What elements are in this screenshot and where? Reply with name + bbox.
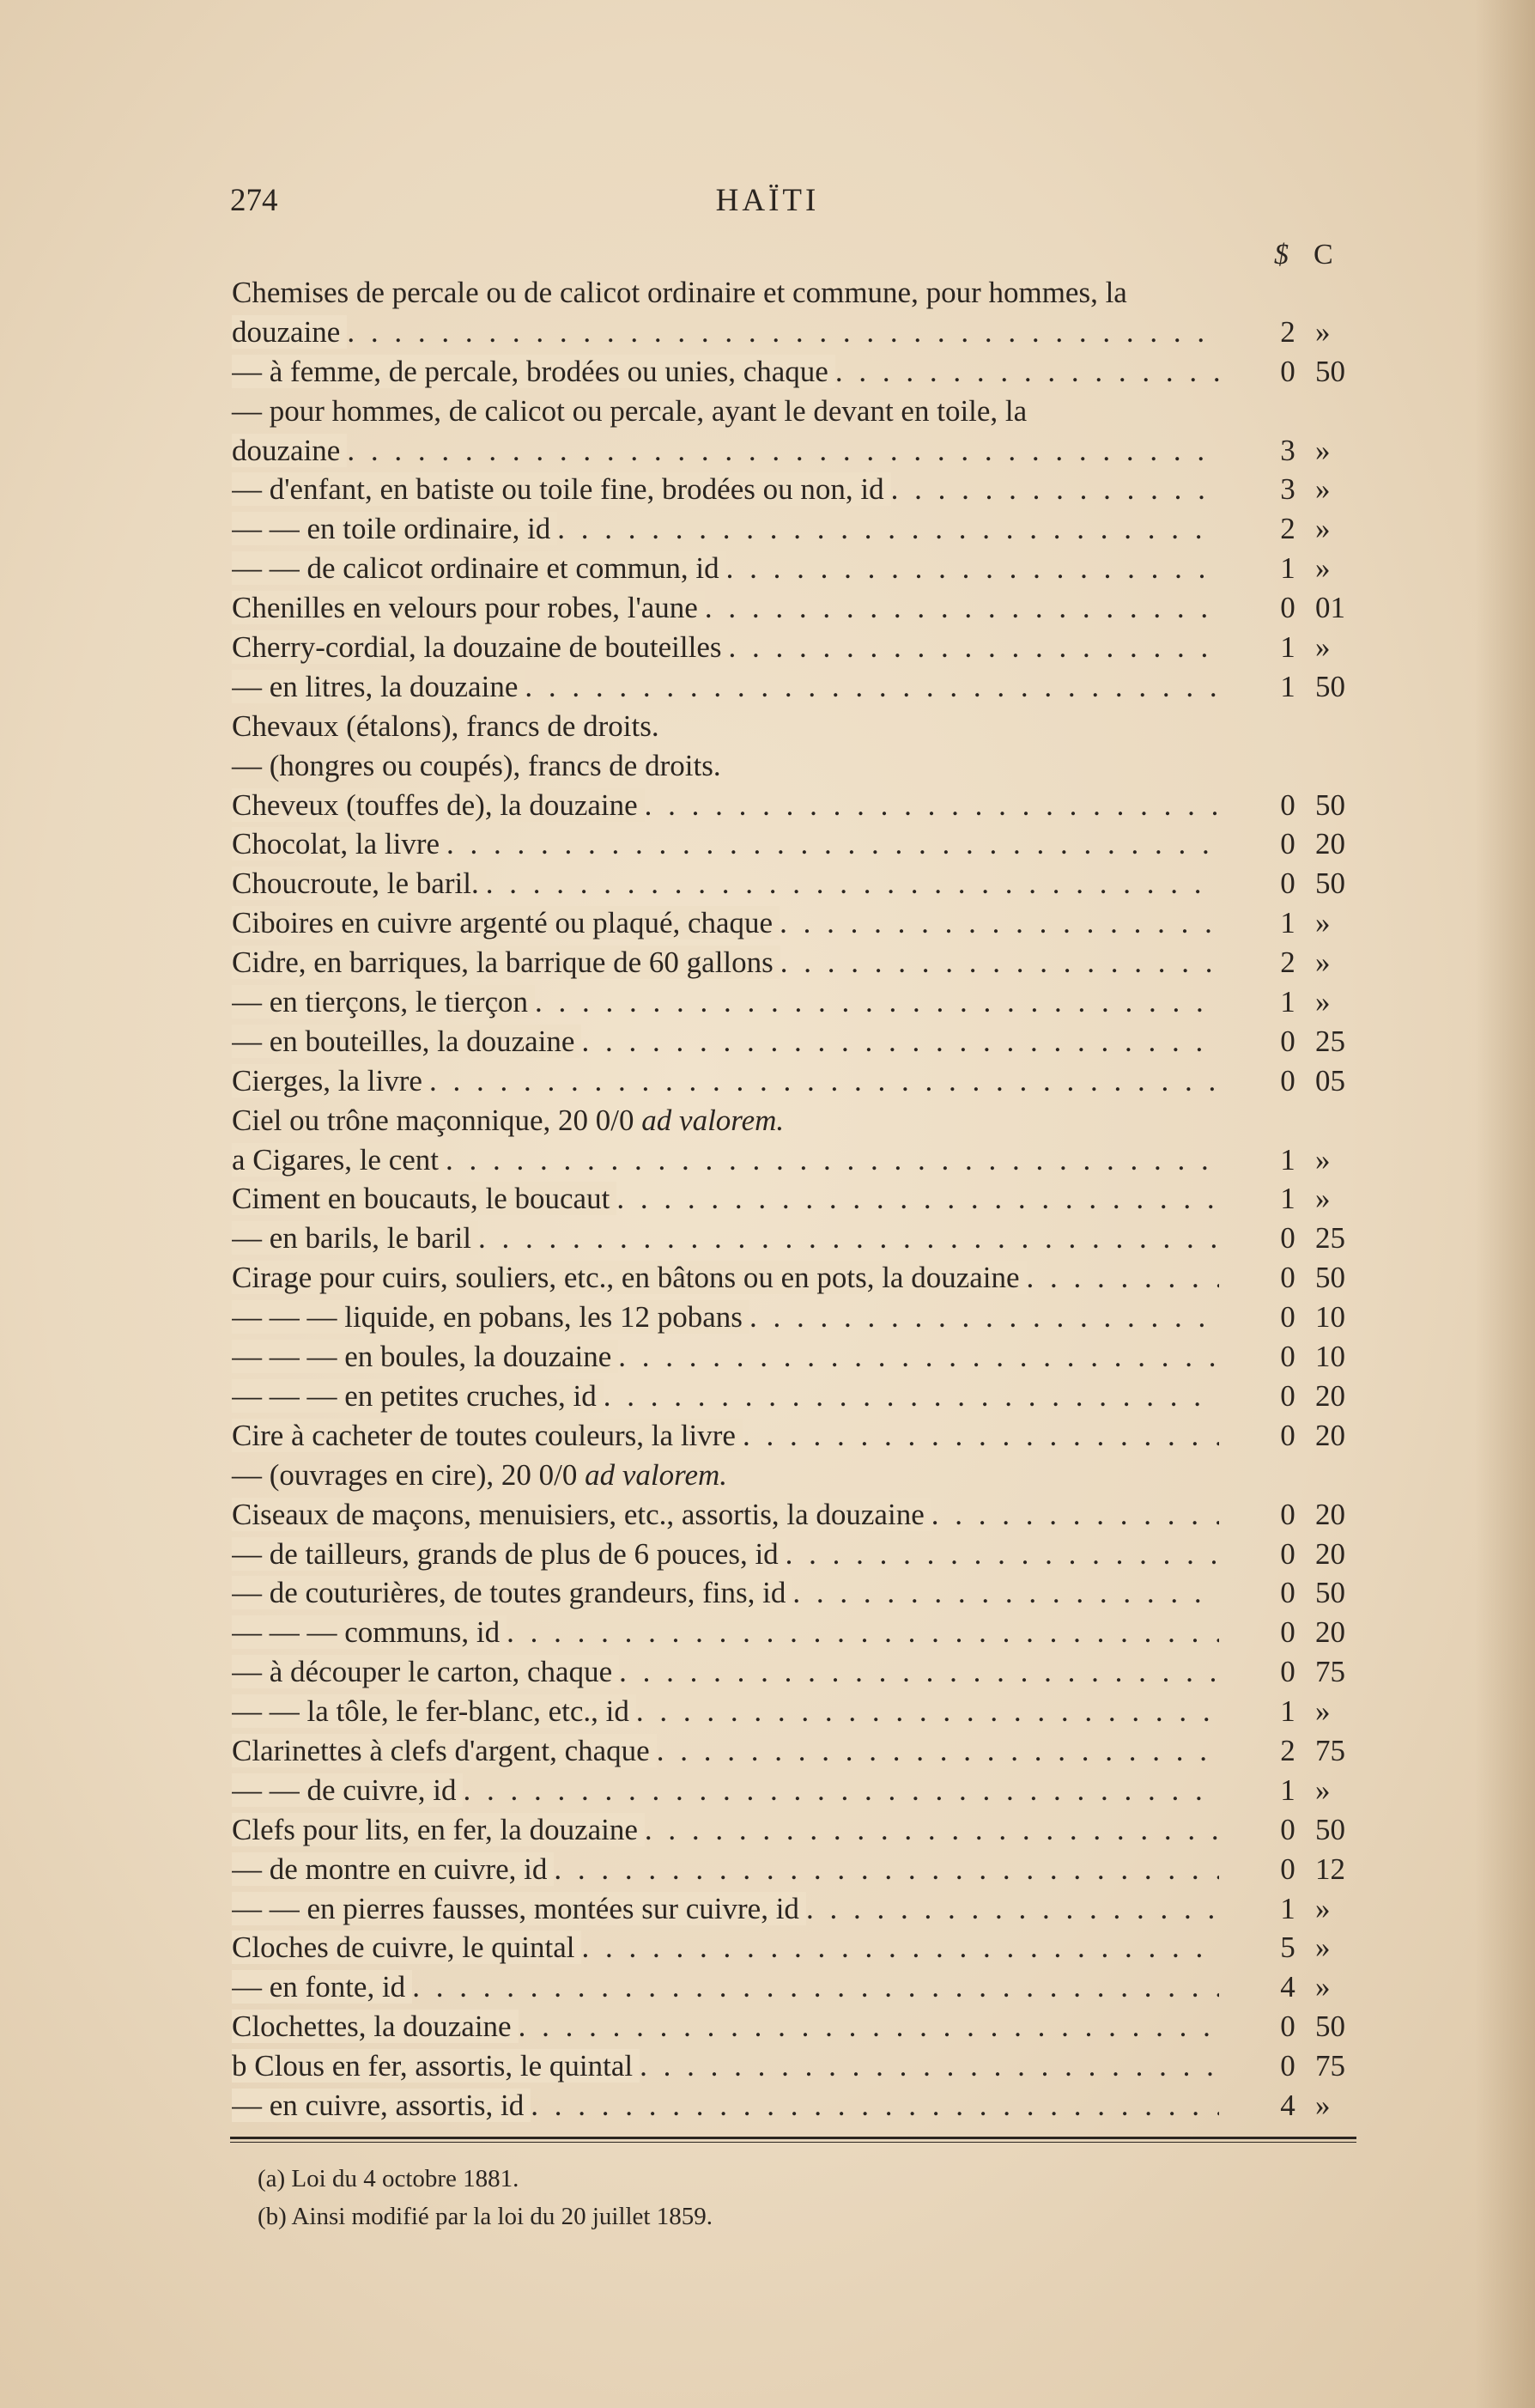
entry-cents: 20 — [1315, 827, 1345, 861]
entry-description — [232, 392, 1027, 431]
entry-piastres: 0 — [1280, 827, 1295, 861]
entry-piastres: 0 — [1280, 1852, 1295, 1886]
entry-piastres: 2 — [1280, 314, 1295, 349]
entry-label-area — [232, 1889, 1219, 1929]
entry-cents: 05 — [1315, 1063, 1345, 1098]
entry-piastres: 0 — [1280, 1497, 1295, 1531]
entry-text: Chemises de percale ou de calicot ordinaire et commune, pour hommes, la — [232, 276, 1127, 309]
entry-piastres: 4 — [1280, 2088, 1295, 2122]
entry-label-area — [232, 1850, 1219, 1889]
entry-piastres: 0 — [1280, 1655, 1295, 1689]
entry-text: — en bouteilles, la douzaine — [232, 1024, 575, 1058]
entry-label-area — [232, 2007, 1219, 2046]
entry-description — [232, 1340, 618, 1373]
entry-cents: » — [1315, 946, 1331, 980]
entry-description — [232, 1221, 478, 1255]
entry-label-area — [232, 667, 1219, 707]
tariff-entry — [232, 1889, 1356, 1929]
entry-cents: 20 — [1315, 1536, 1345, 1571]
tariff-entry — [232, 982, 1356, 1022]
tariff-entry — [232, 1810, 1356, 1850]
entry-piastres: 4 — [1280, 1970, 1295, 2004]
entry-text: douzaine — [232, 314, 341, 349]
entry-piastres: 1 — [1280, 985, 1295, 1019]
entry-cents: » — [1315, 1891, 1331, 1925]
entry-piastres: 0 — [1280, 1024, 1295, 1058]
entry-cents: » — [1315, 1182, 1331, 1216]
tariff-entry — [232, 1692, 1356, 1731]
entry-piastres: 0 — [1280, 2010, 1295, 2044]
entry-description — [232, 985, 535, 1019]
column-header-piastres: $ — [1274, 239, 1289, 271]
tariff-entry — [232, 431, 1356, 471]
entry-label-area — [232, 1967, 1219, 2007]
entry-cents: 50 — [1315, 2010, 1345, 2044]
tariff-entry — [232, 628, 1356, 667]
entry-cents: 50 — [1315, 867, 1345, 901]
entry-cents: 75 — [1315, 1655, 1345, 1689]
entry-text: — — — liquide, en pobans, les 12 pobans — [232, 1300, 743, 1335]
entry-piastres: 0 — [1280, 1615, 1295, 1650]
entry-description — [232, 551, 726, 585]
entry-label-area — [232, 1771, 1219, 1810]
entry-text: Cloches de cuivre, le quintal — [232, 1931, 575, 1965]
entry-label-area — [232, 1298, 1219, 1337]
entry-cents: 25 — [1315, 1024, 1345, 1058]
entry-cents: 25 — [1315, 1221, 1345, 1256]
entry-label-area — [232, 1140, 1219, 1180]
entry-text: — — en toile ordinaire, id — [232, 512, 551, 546]
entry-text: — de montre en cuivre, id — [232, 1852, 548, 1886]
entry-label-area — [232, 1692, 1219, 1731]
tariff-entry — [232, 1652, 1356, 1692]
entry-text: b Clous en fer, assortis, le quintal — [232, 2049, 634, 2083]
entry-label-area — [232, 588, 1219, 628]
entry-piastres: 1 — [1280, 1182, 1295, 1216]
entry-description — [232, 1419, 743, 1452]
entry-cents: 20 — [1315, 1497, 1345, 1531]
entry-text: — d'enfant, en batiste ou toile fine, brodées ou non, id — [232, 472, 884, 507]
entry-cents: » — [1315, 1142, 1331, 1177]
entry-text: a Cigares, le cent — [232, 1142, 440, 1177]
entry-label-area — [232, 431, 1219, 471]
tariff-entry — [232, 1219, 1356, 1258]
entry-label-area — [232, 1613, 1219, 1652]
entry-label-area — [232, 1061, 1219, 1101]
entry-description — [232, 788, 645, 822]
entry-description — [232, 746, 721, 786]
entry-piastres: 2 — [1280, 946, 1295, 980]
running-head-title: HAÏTI — [715, 183, 820, 218]
tariff-entry — [232, 824, 1356, 864]
entry-description — [232, 315, 347, 349]
tariff-entry — [232, 352, 1356, 392]
entry-text: Ciel ou trône maçonnique, 20 0/0 — [232, 1103, 642, 1137]
entry-description — [232, 1498, 931, 1531]
page-number: 274 — [230, 183, 278, 218]
entry-description — [232, 355, 835, 388]
entry-piastres: 1 — [1280, 1773, 1295, 1807]
entry-text: — — — communs, id — [232, 1615, 501, 1650]
entry-text: — en fonte, id — [232, 1970, 406, 2004]
tariff-entry — [232, 1022, 1356, 1061]
entry-description — [232, 1813, 645, 1846]
entry-piastres: 1 — [1280, 1142, 1295, 1177]
entry-piastres: 0 — [1280, 1261, 1295, 1295]
entry-text: — (ouvrages en cire), 20 0/0 — [232, 1457, 585, 1492]
entry-description — [232, 2089, 531, 2122]
tariff-entry — [232, 707, 1356, 746]
entry-cents: 50 — [1315, 1576, 1345, 1610]
entry-cents: » — [1315, 472, 1331, 507]
entry-piastres: 5 — [1280, 1931, 1295, 1965]
entry-text: — — en pierres fausses, montées sur cuivre, id — [232, 1891, 799, 1925]
entry-text: — en cuivre, assortis, id — [232, 2088, 525, 2122]
entry-cents: » — [1315, 433, 1331, 467]
tariff-entry — [232, 1101, 1356, 1140]
entry-label-area — [232, 1179, 1219, 1219]
entry-description — [232, 1892, 806, 1925]
tariff-entry — [232, 1337, 1356, 1377]
entry-piastres: 3 — [1280, 472, 1295, 507]
entry-cents: 01 — [1315, 591, 1345, 625]
entry-description — [232, 1615, 507, 1649]
entry-cents: 50 — [1315, 1261, 1345, 1295]
entry-description — [232, 1970, 412, 2004]
entry-description — [232, 1143, 446, 1177]
entry-label-area — [232, 864, 1219, 903]
entry-text: Cheveux (touffes de), la douzaine — [232, 787, 638, 822]
entry-text: douzaine — [232, 433, 341, 467]
entry-piastres: 1 — [1280, 630, 1295, 665]
entry-piastres: 0 — [1280, 1300, 1295, 1335]
entry-cents: » — [1315, 1931, 1331, 1965]
entry-cents: 10 — [1315, 1340, 1345, 1374]
tariff-entry — [232, 1495, 1356, 1535]
entry-piastres: 0 — [1280, 1340, 1295, 1374]
entry-text: Clarinettes à clefs d'argent, chaque — [232, 1733, 650, 1767]
entry-description — [232, 1655, 619, 1688]
entry-text: — (hongres ou coupés), francs de droits. — [232, 748, 721, 782]
entry-piastres: 3 — [1280, 433, 1295, 467]
tariff-entry — [232, 1416, 1356, 1456]
tariff-entry — [232, 1258, 1356, 1298]
entry-label-area — [232, 982, 1219, 1022]
entry-text: — à découper le carton, chaque — [232, 1655, 613, 1689]
entry-description — [232, 946, 780, 979]
tariff-entry — [232, 1771, 1356, 1810]
entry-text: — — — en boules, la douzaine — [232, 1340, 612, 1374]
entry-label-area — [232, 786, 1219, 825]
footnote-a: (a) Loi du 4 octobre 1881. — [258, 2165, 519, 2192]
entry-description — [232, 1931, 581, 1964]
tariff-entry — [232, 1377, 1356, 1416]
entry-cents: 50 — [1315, 1812, 1345, 1846]
entry-label-area — [232, 1377, 1219, 1416]
entry-label-area — [232, 2046, 1219, 2086]
entry-description — [232, 1064, 429, 1098]
tariff-entry — [232, 943, 1356, 982]
tariff-entry — [232, 2007, 1356, 2046]
tariff-entry — [232, 549, 1356, 588]
tariff-entry — [232, 1613, 1356, 1652]
entry-label-area — [232, 313, 1219, 352]
entry-label-area — [232, 1731, 1219, 1771]
footnote-rule-thin — [230, 2142, 1356, 2143]
entry-label-area — [232, 470, 1219, 509]
entry-description — [232, 867, 486, 900]
entry-text: Choucroute, le baril. — [232, 867, 479, 901]
entry-cents: 50 — [1315, 669, 1345, 703]
entry-piastres: 0 — [1280, 1063, 1295, 1098]
entry-cents: » — [1315, 985, 1331, 1019]
entry-piastres: 0 — [1280, 591, 1295, 625]
entry-label-area — [232, 1573, 1219, 1613]
entry-cents: 12 — [1315, 1852, 1345, 1886]
entry-text: — de tailleurs, grands de plus de 6 pouces, id — [232, 1536, 779, 1571]
entry-text: — — la tôle, le fer-blanc, etc., id — [232, 1694, 629, 1729]
entry-description — [232, 273, 1127, 313]
entry-cents: 10 — [1315, 1300, 1345, 1335]
entry-cents: 75 — [1315, 1733, 1345, 1767]
entry-description — [232, 1300, 749, 1334]
entry-label-area — [232, 1416, 1219, 1456]
tariff-entry — [232, 1535, 1356, 1574]
tariff-entry — [232, 470, 1356, 509]
entry-text: — — — en petites cruches, id — [232, 1378, 597, 1413]
tariff-entry — [232, 1140, 1356, 1180]
entry-text: Clefs pour lits, en fer, la douzaine — [232, 1812, 638, 1846]
entry-description — [232, 906, 780, 939]
entry-text: Cire à cacheter de toutes couleurs, la livre — [232, 1418, 736, 1452]
entry-description — [232, 1576, 792, 1609]
entry-label-area — [232, 1810, 1219, 1850]
tariff-entry — [232, 1061, 1356, 1101]
entry-label-area — [232, 1535, 1219, 1574]
entry-description — [232, 512, 557, 545]
entry-description — [232, 1261, 1027, 1294]
entry-description — [232, 2010, 519, 2043]
footnote-b: (b) Ainsi modifié par la loi du 20 juillet 1859. — [258, 2203, 713, 2230]
entry-description — [232, 1456, 727, 1495]
tariff-entry — [232, 1731, 1356, 1771]
entry-description — [232, 434, 347, 467]
entry-cents: 50 — [1315, 354, 1345, 388]
entry-text: Ciboires en cuivre argenté ou plaqué, chaque — [232, 906, 774, 940]
entry-text: — à femme, de percale, brodées ou unies, chaque — [232, 354, 828, 388]
entry-cents: 20 — [1315, 1615, 1345, 1650]
entry-piastres: 1 — [1280, 551, 1295, 586]
entry-text: Cierges, la livre — [232, 1063, 422, 1098]
footnote-rule — [230, 2137, 1356, 2139]
tariff-entry — [232, 786, 1356, 825]
entry-piastres: 0 — [1280, 1221, 1295, 1256]
entry-label-area — [232, 1337, 1219, 1377]
entry-description — [232, 1182, 616, 1215]
page-edge-shadow — [1475, 0, 1535, 2408]
entry-piastres: 0 — [1280, 354, 1295, 388]
entry-italic-tail: ad valorem. — [585, 1457, 728, 1492]
entry-label-area — [232, 903, 1219, 943]
entry-description — [232, 1734, 657, 1767]
entry-text: — — de cuivre, id — [232, 1773, 457, 1807]
tariff-entry — [232, 1850, 1356, 1889]
entry-piastres: 2 — [1280, 1733, 1295, 1767]
entry-label-area — [232, 1022, 1219, 1061]
entry-piastres: 1 — [1280, 1694, 1295, 1729]
entry-piastres: 0 — [1280, 1812, 1295, 1846]
tariff-entry — [232, 2086, 1356, 2125]
entry-text: Chenilles en velours pour robes, l'aune — [232, 591, 698, 625]
entry-piastres: 0 — [1280, 787, 1295, 822]
entry-text: — de couturières, de toutes grandeurs, fins, id — [232, 1576, 786, 1610]
entry-piastres: 0 — [1280, 867, 1295, 901]
entry-italic-tail: ad valorem. — [641, 1103, 785, 1137]
tariff-list — [232, 273, 1356, 2125]
entry-cents: » — [1315, 906, 1331, 940]
entry-cents: » — [1315, 1970, 1331, 2004]
entry-label-area — [232, 824, 1219, 864]
tariff-entry — [232, 1967, 1356, 2007]
entry-label-area — [232, 1495, 1219, 1535]
entry-description — [232, 1694, 636, 1728]
tariff-entry — [232, 509, 1356, 549]
tariff-entry — [232, 1298, 1356, 1337]
entry-description — [232, 1852, 554, 1886]
entry-piastres: 0 — [1280, 1536, 1295, 1571]
entry-description — [232, 1773, 463, 1807]
entry-text: Chevaux (étalons), francs de droits. — [232, 708, 659, 743]
entry-cents: 20 — [1315, 1418, 1345, 1452]
entry-text: — en litres, la douzaine — [232, 669, 519, 703]
column-header-cents: C — [1314, 239, 1333, 271]
entry-description — [232, 591, 705, 624]
entry-label-area — [232, 509, 1219, 549]
entry-text: — en barils, le baril — [232, 1221, 471, 1256]
entry-cents: 20 — [1315, 1378, 1345, 1413]
tariff-entry — [232, 1928, 1356, 1967]
entry-description — [232, 1537, 786, 1571]
entry-label-area — [232, 943, 1219, 982]
tariff-entry — [232, 313, 1356, 352]
entry-text: Cherry-cordial, la douzaine de bouteilles — [232, 630, 722, 665]
tariff-entry — [232, 746, 1356, 786]
entry-piastres: 1 — [1280, 1891, 1295, 1925]
entry-cents: » — [1315, 551, 1331, 586]
entry-label-area — [232, 1652, 1219, 1692]
entry-description — [232, 1025, 581, 1058]
tariff-entry — [232, 2046, 1356, 2086]
entry-text: — — de calicot ordinaire et commun, id — [232, 551, 719, 586]
entry-description — [232, 472, 891, 506]
entry-text: — pour hommes, de calicot ou percale, ayant le devant en toile, la — [232, 393, 1028, 428]
entry-label-area — [232, 2086, 1219, 2125]
entry-description — [232, 1101, 784, 1140]
tariff-entry — [232, 273, 1356, 313]
entry-cents: 50 — [1315, 787, 1345, 822]
entry-piastres: 0 — [1280, 2049, 1295, 2083]
entry-cents: » — [1315, 2088, 1331, 2122]
entry-description — [232, 827, 446, 860]
entry-cents: » — [1315, 314, 1331, 349]
entry-piastres: 0 — [1280, 1418, 1295, 1452]
tariff-entry — [232, 864, 1356, 903]
entry-description — [232, 1379, 604, 1413]
entry-text: Cirage pour cuirs, souliers, etc., en bâtons ou en pots, la douzaine — [232, 1261, 1020, 1295]
entry-cents: » — [1315, 1694, 1331, 1729]
tariff-entry — [232, 1456, 1356, 1495]
entry-piastres: 0 — [1280, 1378, 1295, 1413]
entry-cents: » — [1315, 512, 1331, 546]
entry-piastres: 2 — [1280, 512, 1295, 546]
entry-label-area — [232, 352, 1219, 392]
entry-description — [232, 670, 525, 703]
entry-piastres: 1 — [1280, 906, 1295, 940]
entry-description — [232, 2049, 640, 2083]
footnotes — [258, 2160, 713, 2235]
entry-piastres: 1 — [1280, 669, 1295, 703]
entry-text: Clochettes, la douzaine — [232, 2010, 512, 2044]
entry-label-area — [232, 628, 1219, 667]
entry-cents: » — [1315, 1773, 1331, 1807]
entry-label-area — [232, 549, 1219, 588]
entry-label-area — [232, 1928, 1219, 1967]
entry-description — [232, 630, 728, 664]
entry-piastres: 0 — [1280, 1576, 1295, 1610]
tariff-entry — [232, 903, 1356, 943]
entry-text: Chocolat, la livre — [232, 827, 440, 861]
tariff-entry — [232, 1573, 1356, 1613]
tariff-entry — [232, 392, 1356, 431]
entry-cents: » — [1315, 630, 1331, 665]
entry-label-area — [232, 1219, 1219, 1258]
entry-text: Ciment en boucauts, le boucaut — [232, 1182, 610, 1216]
tariff-entry — [232, 667, 1356, 707]
entry-cents: 75 — [1315, 2049, 1345, 2083]
entry-label-area — [232, 1258, 1219, 1298]
entry-text: Ciseaux de maçons, menuisiers, etc., assortis, la douzaine — [232, 1497, 925, 1531]
entry-text: Cidre, en barriques, la barrique de 60 gallons — [232, 946, 774, 980]
tariff-entry — [232, 1179, 1356, 1219]
tariff-entry — [232, 588, 1356, 628]
entry-text: — en tierçons, le tierçon — [232, 985, 529, 1019]
entry-description — [232, 707, 659, 746]
